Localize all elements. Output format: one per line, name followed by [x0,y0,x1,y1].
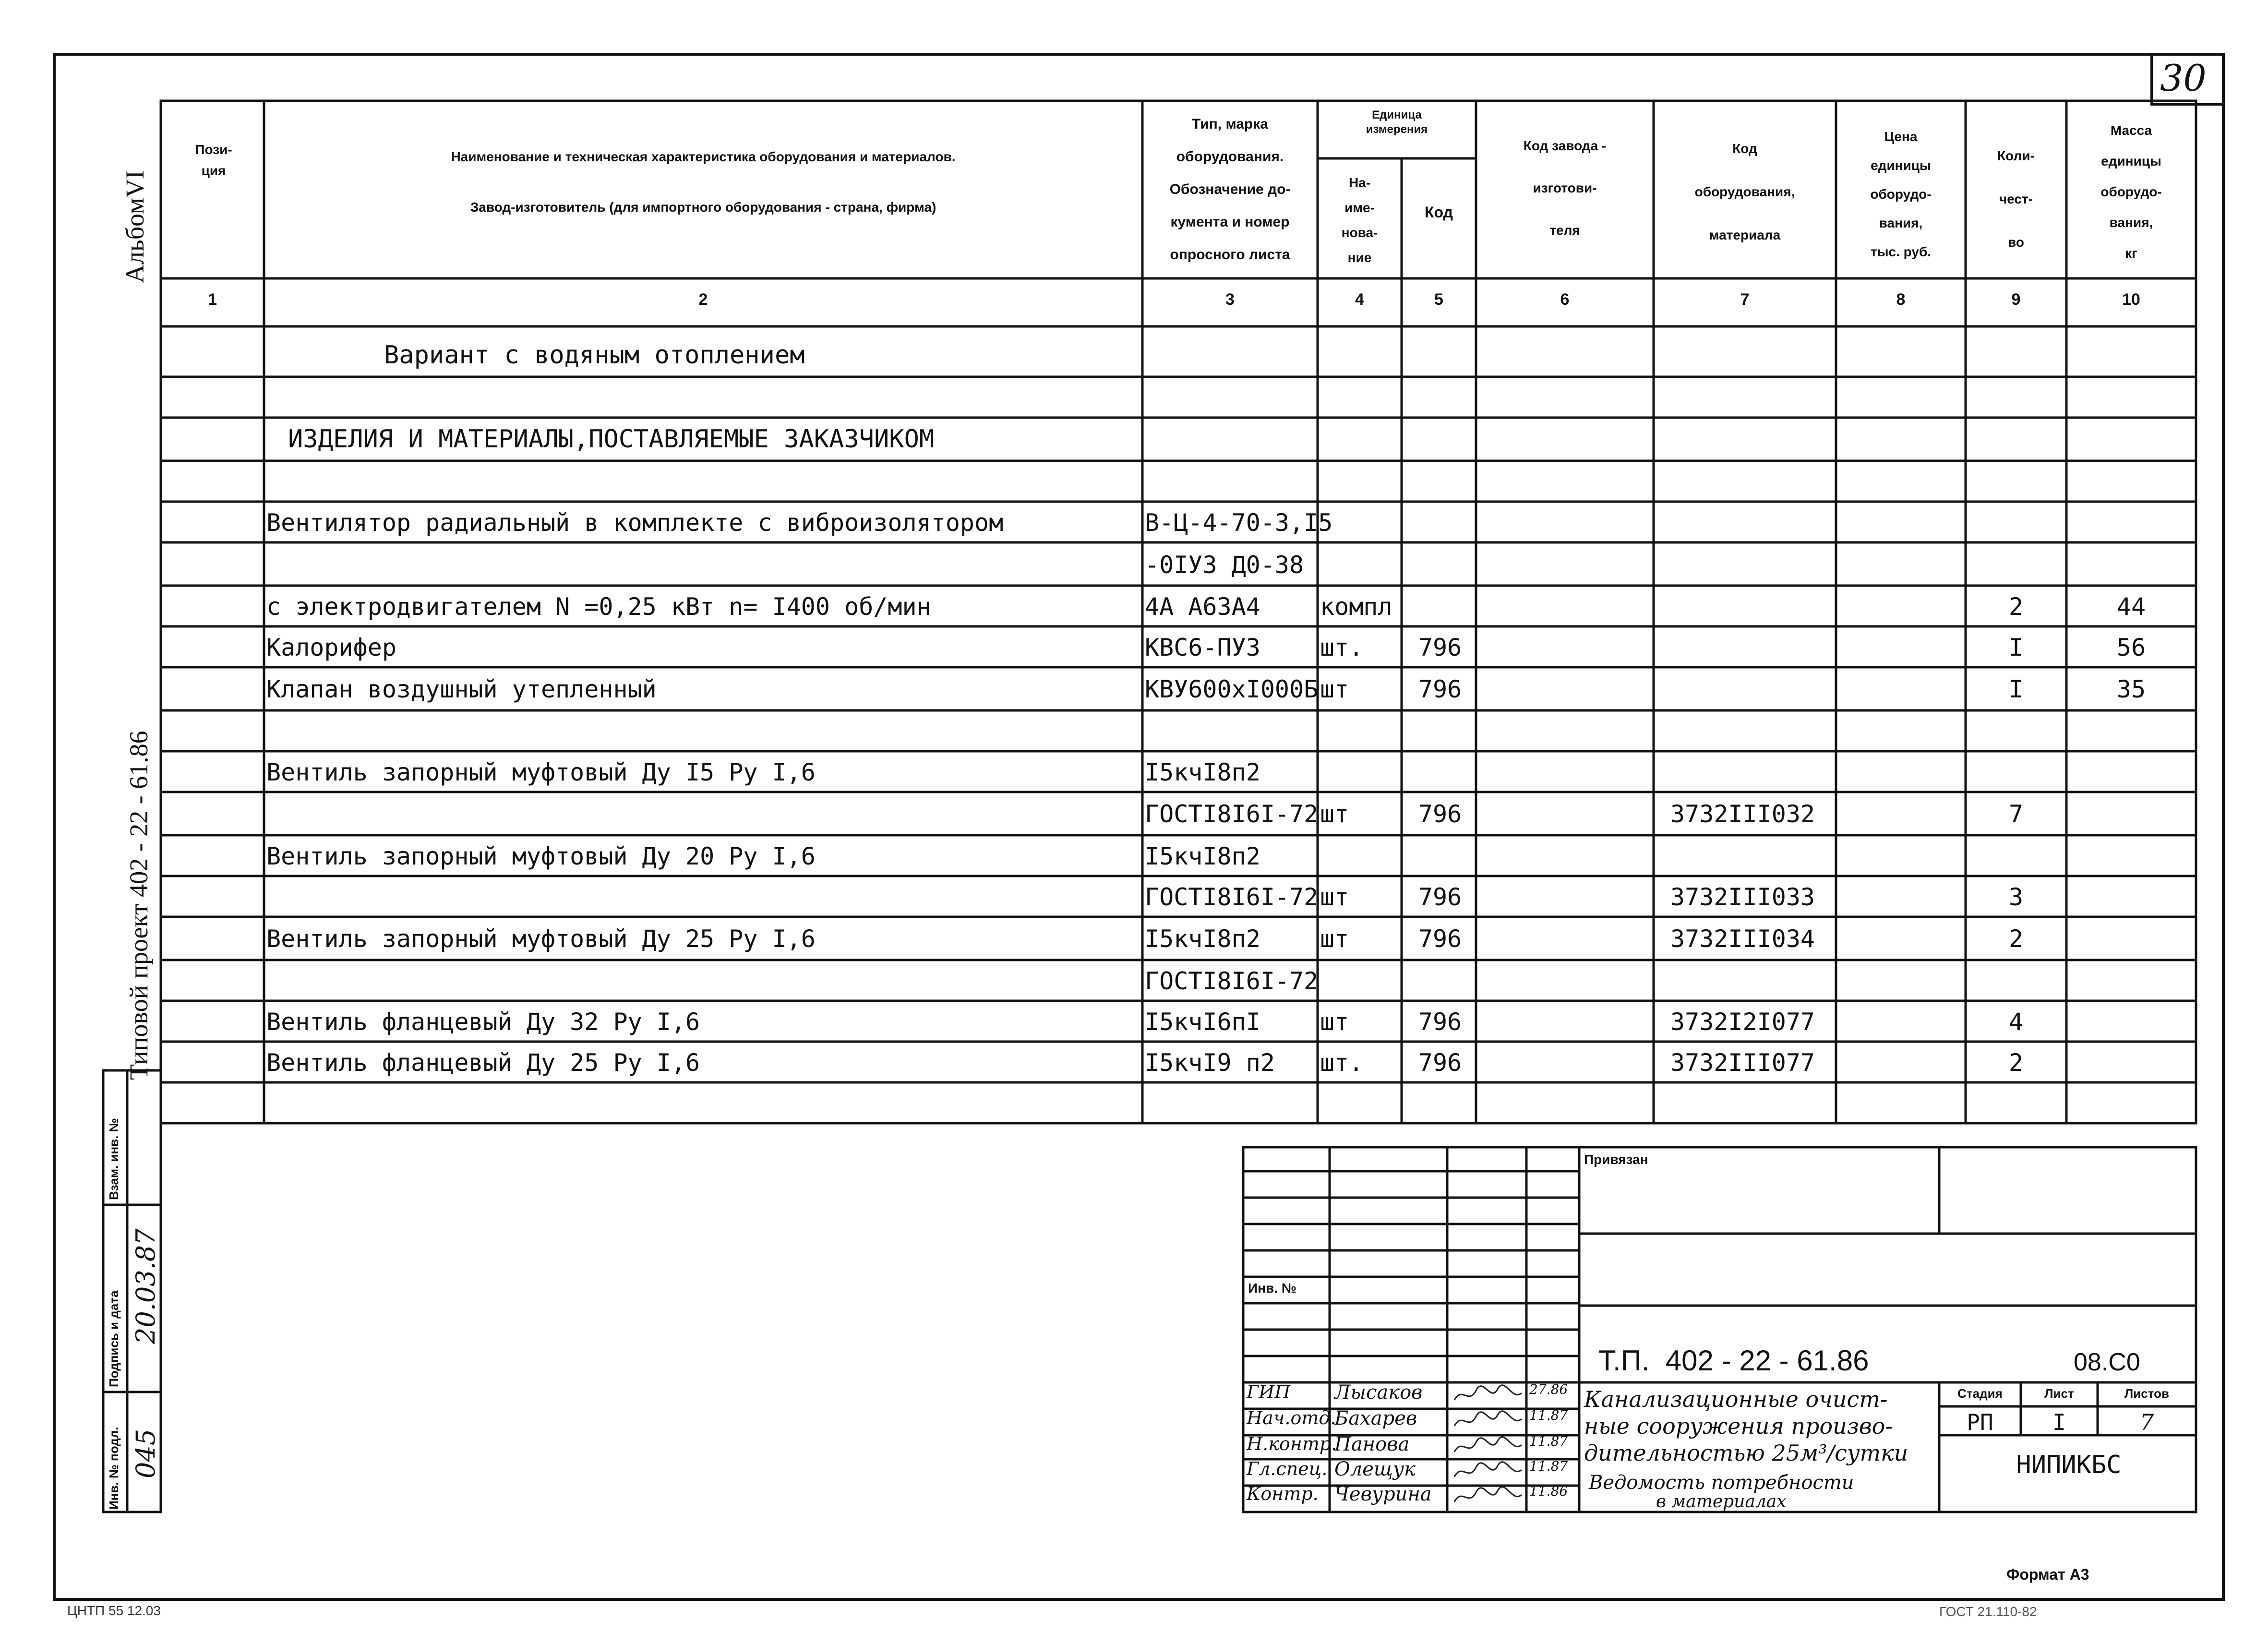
signature-name: Олещук [1334,1458,1416,1480]
cell-name: Вентиль фланцевый Ду 32 Ру I,6 [266,1008,700,1036]
stamp-vzam-label: Взам. инв. № [107,1118,121,1200]
cell-type: I5кчI9 п2 [1145,1049,1275,1077]
header-factory-code: Код завода - изготови- теля [1523,138,1607,238]
cell-unit-code: 796 [1418,925,1462,953]
header-quantity: Коли- чест- во [1997,148,2035,250]
doc-title-line-4: Ведомость потребности [1589,1472,1854,1494]
format-label: Формат А3 [2006,1566,2089,1583]
cell-equipment-code: 3732III034 [1670,925,1815,953]
cell-quantity: 3 [2008,883,2024,911]
sheet-value: I [2052,1409,2066,1435]
cell-unit: шт [1320,675,1349,703]
footer-left: ЦНТП 55 12.03 [67,1603,161,1618]
doc-title-line-2: ные сооружения произво- [1584,1413,1893,1439]
col-number-6: 6 [1560,290,1570,309]
cell-equipment-code: 3732III032 [1670,800,1815,828]
cell-equipment-code: 3732III077 [1670,1049,1815,1077]
col-number-2: 2 [698,290,708,309]
cell-type: -0IУ3 Д0-38 [1145,551,1304,579]
cell-name: ИЗДЕЛИЯ И МАТЕРИАЛЫ,ПОСТАВЛЯЕМЫЕ ЗАКАЗЧИКОМ [288,425,935,454]
cell-name: Вариант с водяным отоплением [384,341,805,370]
col-number-10: 10 [2122,290,2140,309]
cell-type: В-Ц-4-70-3,I5 [1145,509,1333,537]
signature-scribble-icon [1452,1409,1524,1433]
header-name: Наименование и техническая характеристика оборудования и материалов. [451,149,956,164]
header-manufacturer: Завод-изготовитель (для импортного оборудования - страна, фирма) [470,200,936,215]
col-number-4: 4 [1355,290,1364,309]
sheet-number: 30 [2160,57,2207,99]
header-unit-name: На- име- нова- ние [1341,175,1378,265]
cell-unit: шт [1320,1008,1349,1036]
header-position: Пози- ция [195,142,232,178]
cell-name: Вентиль запорный муфтовый Ду 20 Ру I,6 [266,842,816,870]
cell-unit-code: 796 [1418,634,1462,661]
signature-date: 27.86 [1529,1381,1568,1397]
album-label: АльбомVI [120,170,149,283]
stamp-inv-value: 045 [131,1428,161,1478]
cell-quantity: I [2008,634,2024,661]
header-unit: Единица измерения [1366,108,1428,136]
col-number-5: 5 [1434,290,1443,309]
signature-role: Нач.отд. [1247,1407,1336,1428]
cell-quantity: I [2008,675,2024,703]
inv-no-label: Инв. № [1248,1281,1297,1296]
signature-role: Контр. [1247,1483,1319,1504]
cell-mass: 56 [2116,634,2146,661]
cell-quantity: 2 [2008,925,2024,953]
cell-quantity: 7 [2008,800,2024,828]
cell-unit-code: 796 [1418,1049,1462,1077]
signature-scribble-icon [1452,1383,1524,1407]
cell-type: I5кчI8п2 [1145,758,1260,786]
header-price: Цена единицы оборудо- вания, тыс. руб. [1870,129,1932,259]
signature-date: 11.87 [1529,1458,1568,1474]
stage-label: Стадия [1957,1386,2003,1401]
signature-role: Н.контр. [1247,1433,1337,1454]
cell-type: КВС6-ПУ3 [1145,634,1260,661]
col-number-7: 7 [1740,290,1750,309]
cell-mass: 35 [2116,675,2146,703]
sheets-label: Листов [2124,1386,2169,1401]
sheets-value: 7 [2139,1409,2154,1435]
signature-name: Лысаков [1334,1381,1423,1404]
cell-name: Вентиль фланцевый Ду 25 Ру I,6 [266,1049,700,1077]
signature-scribble-icon [1452,1435,1524,1459]
doc-title-line-5: в материалах [1656,1492,1787,1512]
col-number-1: 1 [208,290,217,309]
cell-type: I5кчI8п2 [1145,925,1260,953]
signature-date: 11.87 [1529,1407,1568,1423]
doc-title-line-1: Канализационные очист- [1584,1386,1888,1412]
organization: НИПИКБС [2016,1451,2122,1479]
cell-name: Клапан воздушный утепленный [266,675,657,703]
cell-type: ГОСТI8I6I-72 [1145,883,1319,911]
stage-value: РП [1967,1409,1993,1435]
cell-type: I5кчI6пI [1145,1008,1260,1036]
cell-type: 4А А63А4 [1145,593,1260,621]
privyazan-label: Привязан [1584,1152,1648,1167]
cell-type: КВУ600хI000Б [1145,675,1319,703]
cell-unit: шт. [1320,634,1364,661]
cell-unit: шт [1320,800,1349,828]
stamp-podpis-value: 20.03.87 [131,1228,161,1344]
designation: Т.П. 402 - 22 - 61.86 [1598,1344,1869,1377]
cell-unit-code: 796 [1418,1008,1462,1036]
sheet-code: 08.С0 [2074,1348,2140,1376]
header-mass: Масса единицы оборудо- вания, кг [2100,123,2162,261]
col-number-3: 3 [1225,290,1235,309]
cell-type: I5кчI8п2 [1145,842,1260,870]
header-unit-code: Код [1425,204,1453,221]
cell-unit: шт [1320,925,1349,953]
col-number-9: 9 [2011,290,2021,309]
signature-name: Чевурина [1334,1483,1432,1505]
cell-quantity: 2 [2008,593,2024,621]
header-type: Тип, марка оборудования. Обозначение до- кумента и номер опросного листа [1169,116,1291,263]
sheet-label: Лист [2044,1386,2074,1401]
cell-quantity: 4 [2008,1008,2024,1036]
cell-name: Вентиль запорный муфтовый Ду I5 Ру I,6 [266,758,816,786]
cell-unit: шт. [1320,1049,1364,1077]
signature-role: ГИП [1247,1381,1291,1403]
signature-name: Панова [1334,1433,1410,1455]
doc-title-line-3: дительностью 25м³/сутки [1584,1440,1908,1466]
signature-date: 11.86 [1529,1483,1568,1499]
col-number-8: 8 [1896,290,1906,309]
cell-unit-code: 796 [1418,675,1462,703]
cell-type: ГОСТI8I6I-72 [1145,967,1319,995]
signature-date: 11.87 [1529,1433,1568,1449]
cell-unit: шт [1320,883,1349,911]
cell-name: Вентиль запорный муфтовый Ду 25 Ру I,6 [266,925,816,953]
stamp-podpis-label: Подпись и дата [107,1290,121,1387]
header-equipment-code: Код оборудования, материала [1694,141,1795,242]
signature-role: Гл.спец. [1247,1458,1328,1479]
cell-name: Вентилятор радиальный в комплекте с виброизолятором [266,509,1004,537]
cell-unit-code: 796 [1418,883,1462,911]
cell-name: Калорифер [266,634,396,661]
cell-type: ГОСТI8I6I-72 [1145,800,1319,828]
cell-unit: компл [1320,593,1392,621]
cell-mass: 44 [2116,593,2146,621]
footer-right: ГОСТ 21.110-82 [1939,1604,2037,1619]
cell-name: с электродвигателем N =0,25 кВт n= I400 об/мин [266,593,931,621]
stamp-inv-podl-label: Инв. № подл. [107,1427,121,1510]
signature-name: Бахарев [1334,1407,1417,1429]
signature-scribble-icon [1452,1485,1524,1509]
signature-scribble-icon [1452,1460,1524,1484]
project-label: Типовой проект 402 - 22 - 61.86 [124,731,153,1080]
cell-quantity: 2 [2008,1049,2024,1077]
cell-equipment-code: 3732I2I077 [1670,1008,1815,1036]
cell-unit-code: 796 [1418,800,1462,828]
cell-equipment-code: 3732III033 [1670,883,1815,911]
